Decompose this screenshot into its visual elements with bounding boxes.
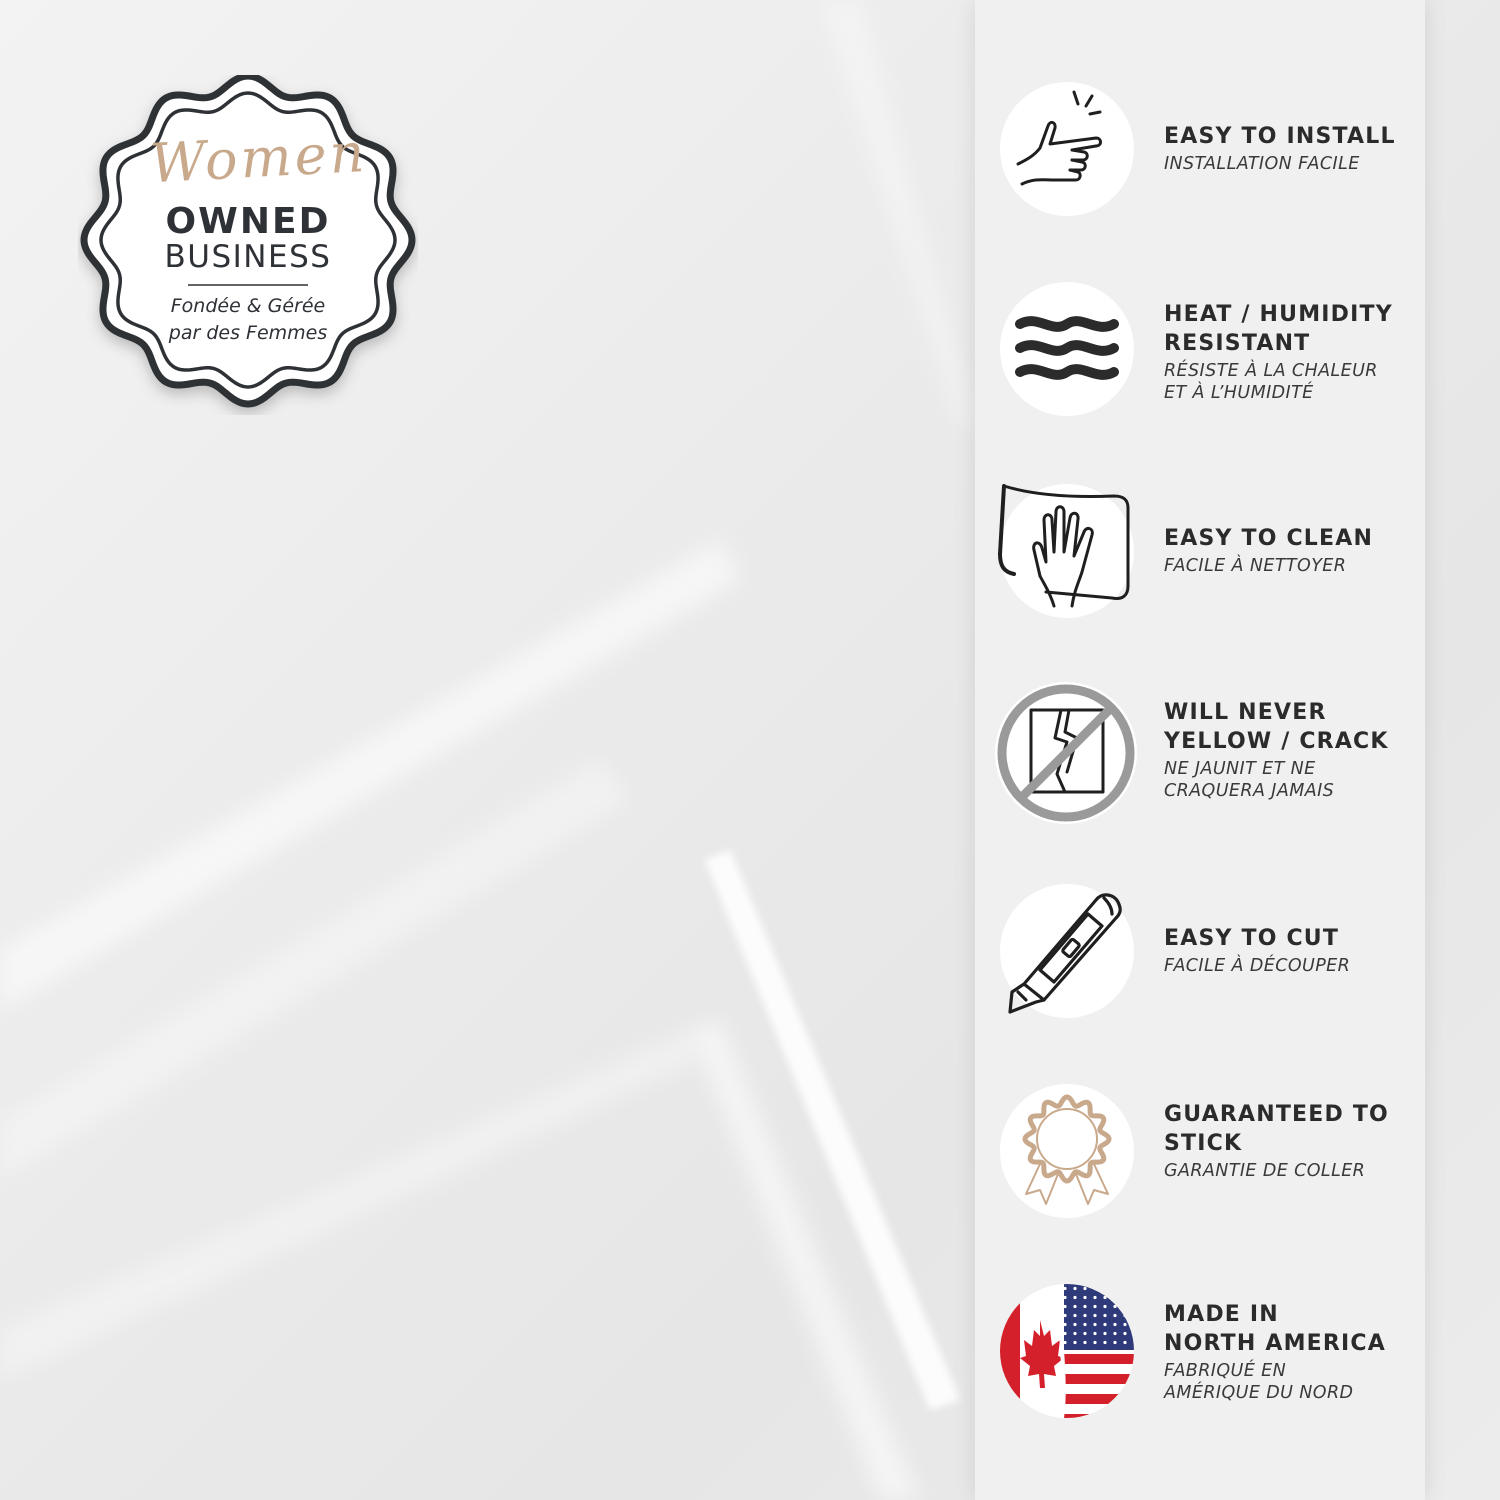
feature-guaranteed-to-stick: [975, 1082, 1425, 1222]
badge-fr-line2: par des Femmes: [168, 322, 328, 344]
feature-subtitle: FACILE À NETTOYER: [1164, 556, 1347, 576]
heat-waves-icon: [1000, 282, 1134, 416]
badge-fr-line1: Fondée & Gérée: [170, 295, 326, 317]
feature-easy-to-cut: [975, 882, 1425, 1022]
feature-subtitle: FACILE À DÉCOUPER: [1164, 956, 1351, 976]
feature-title: WILL NEVER YELLOW / CRACK: [1164, 700, 1389, 754]
feature-title: EASY TO INSTALL: [1164, 124, 1396, 149]
badge-business-text: BUSINESS: [164, 239, 332, 275]
feature-easy-to-clean: [975, 482, 1425, 622]
feature-title: EASY TO CUT: [1164, 926, 1340, 951]
canada-usa-flag-icon: [1000, 1284, 1134, 1418]
feature-never-yellow-crack: [975, 680, 1425, 820]
women-owned-business-badge: [78, 75, 418, 415]
feature-heat-humidity: [975, 282, 1425, 422]
features-panel: [975, 0, 1425, 1500]
feature-easy-to-install: [975, 80, 1425, 220]
feature-subtitle: RÉSISTE À LA CHALEUR ET À L’HUMIDITÉ: [1164, 361, 1378, 403]
feature-made-in-north-america: [975, 1282, 1425, 1422]
finger-snap-icon: [1000, 82, 1134, 216]
feature-title: GUARANTEED TO STICK: [1164, 1102, 1389, 1156]
feature-subtitle: NE JAUNIT ET NE CRAQUERA JAMAIS: [1164, 759, 1335, 801]
feature-subtitle: FABRIQUÉ EN AMÉRIQUE DU NORD: [1164, 1361, 1354, 1403]
utility-knife-icon: [1000, 884, 1134, 1018]
award-seal-icon: [1000, 1084, 1134, 1218]
feature-title: HEAT / HUMIDITY RESISTANT: [1164, 302, 1393, 356]
badge-owned-text: OWNED: [165, 201, 331, 242]
no-crack-icon: [995, 682, 1137, 824]
hand-wipe-icon: [1000, 484, 1134, 618]
feature-title: EASY TO CLEAN: [1164, 526, 1374, 551]
feature-title: MADE IN NORTH AMERICA: [1164, 1302, 1386, 1356]
feature-subtitle: GARANTIE DE COLLER: [1164, 1161, 1366, 1181]
feature-subtitle: INSTALLATION FACILE: [1164, 154, 1360, 174]
badge-script-text: Women: [148, 120, 369, 196]
